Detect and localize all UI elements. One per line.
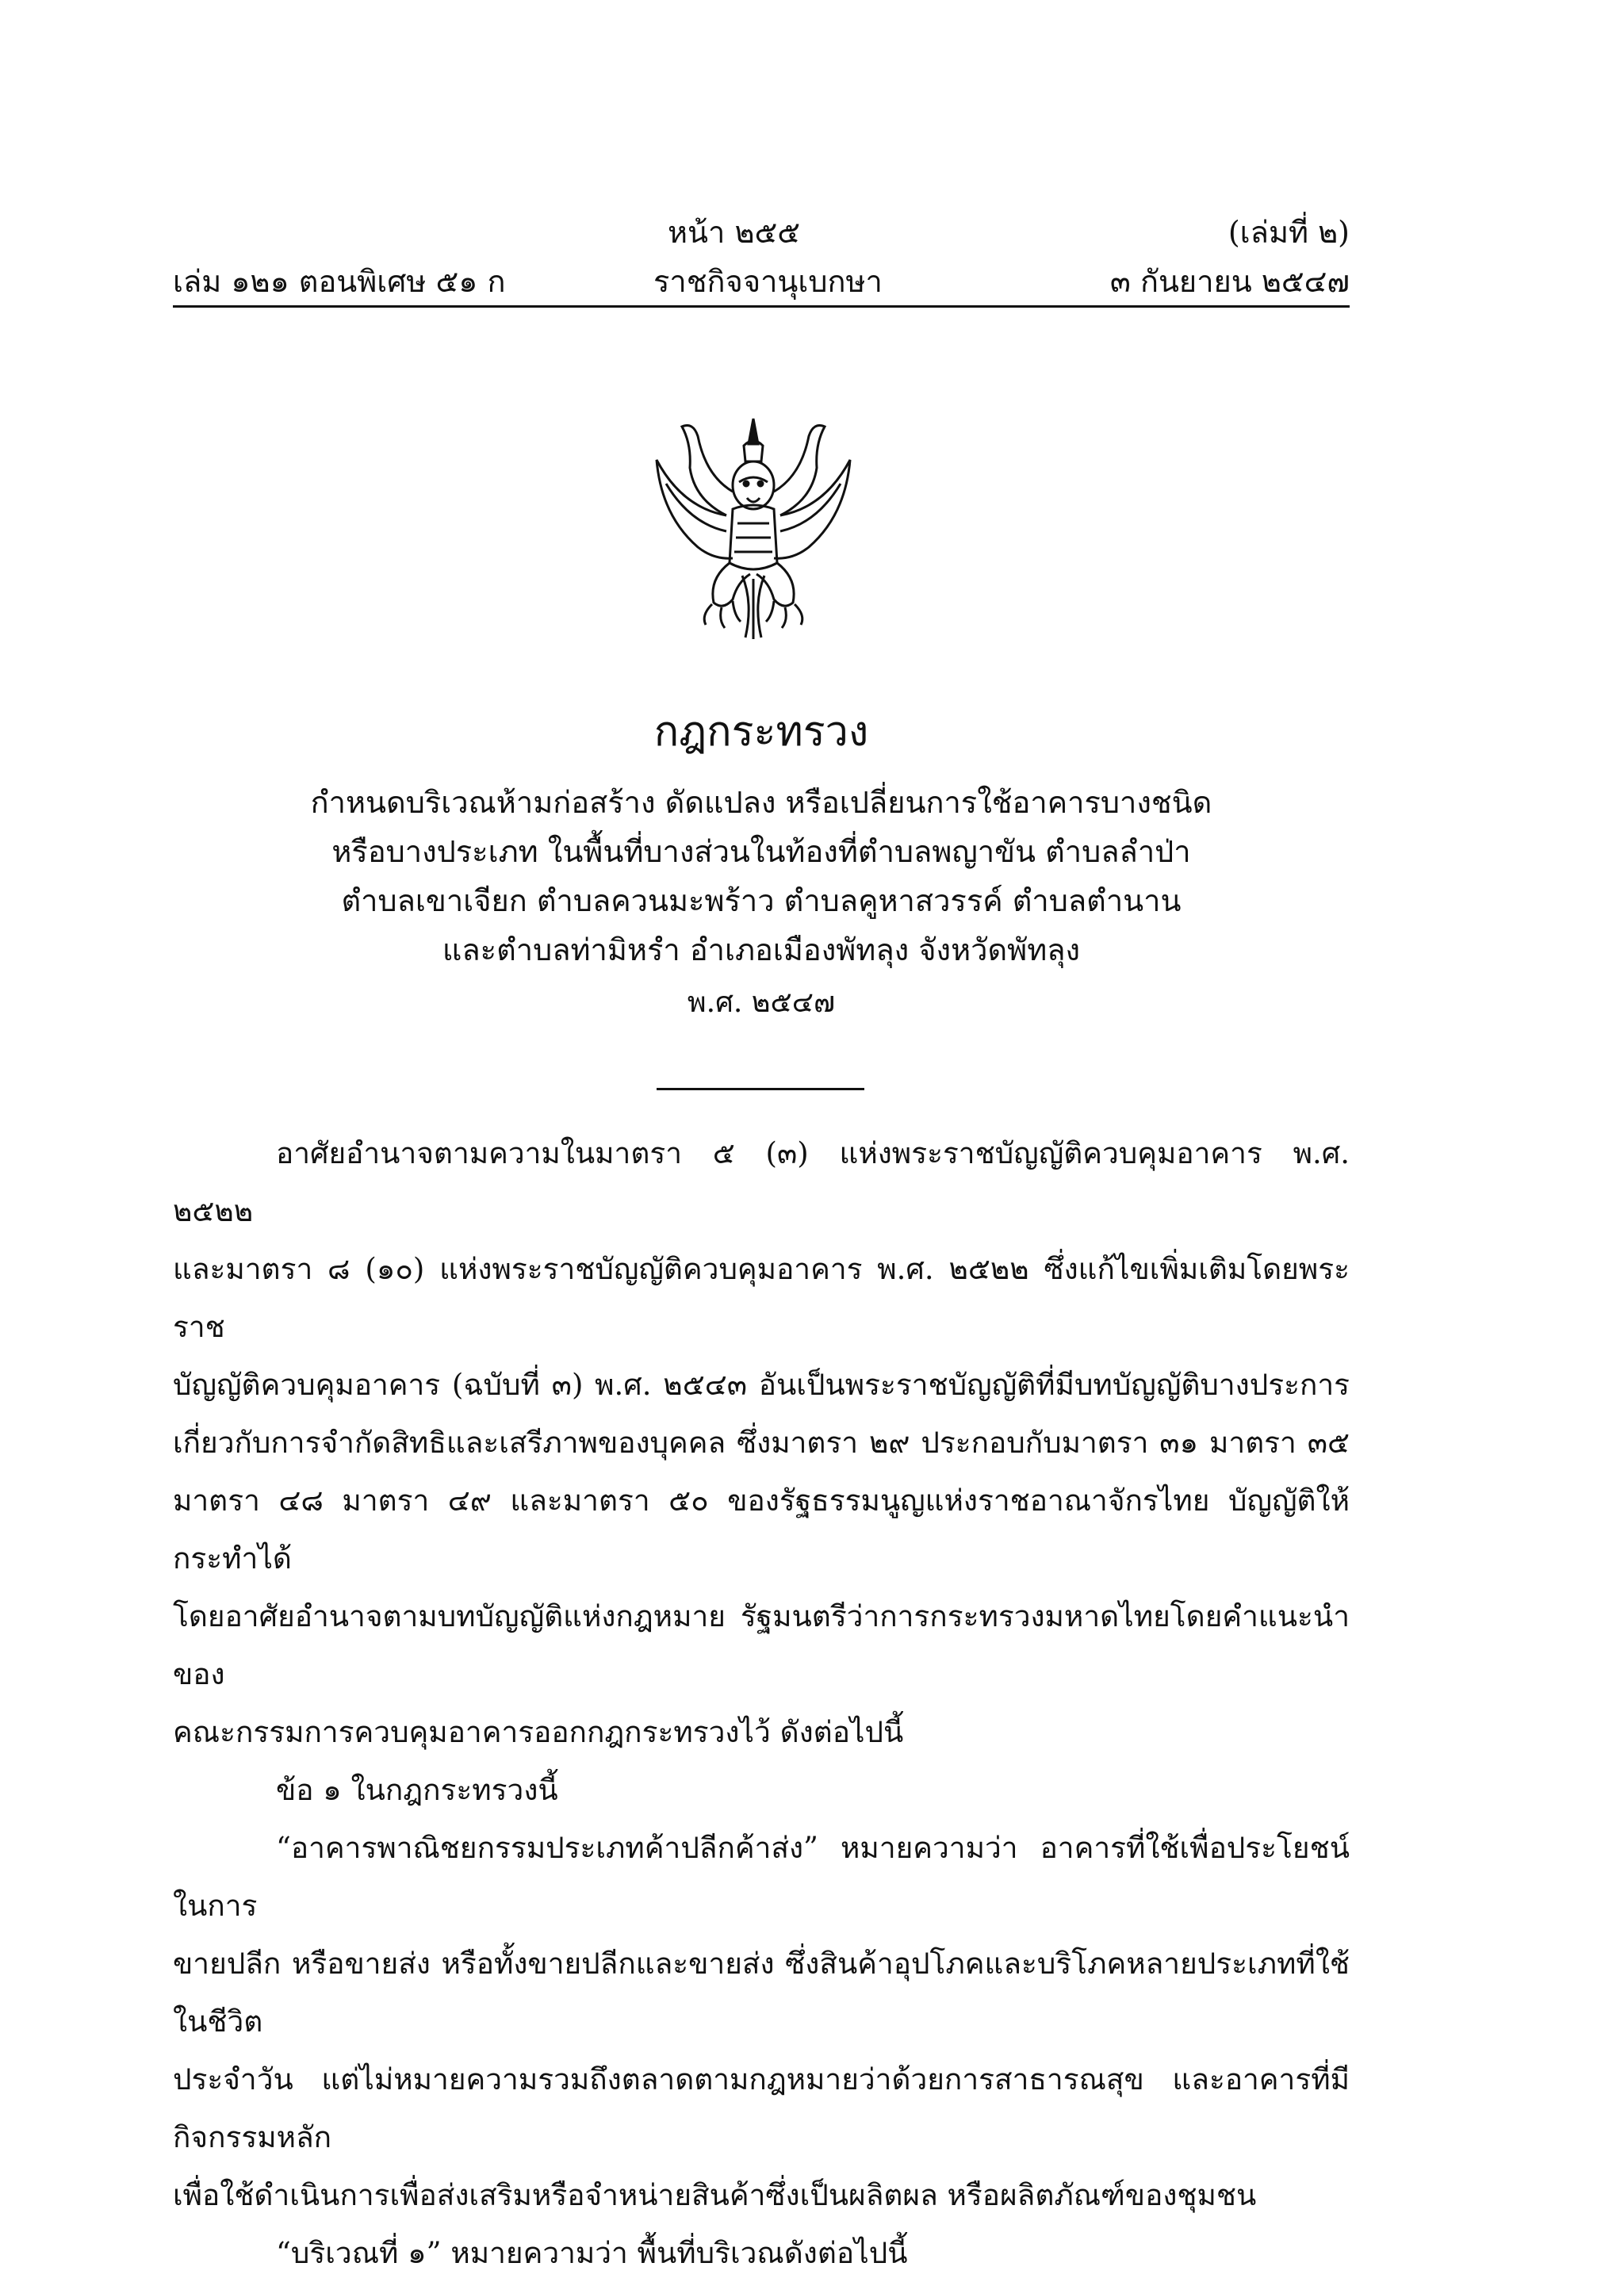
body-line: คณะกรรมการควบคุมอาคารออกกฎกระทรวงไว้ ดังต่อไปนี้ bbox=[173, 1715, 904, 1749]
body-line: มาตรา ๔๘ มาตรา ๔๙ และมาตรา ๕๐ ของรัฐธรรมนูญแห่งราชอาณาจักรไทย บัญญัติให้กระทำได้ bbox=[173, 1484, 1350, 1576]
gazette-header bbox=[173, 208, 1350, 304]
publication-date: ๓ กันยายน ๒๕๔๗ bbox=[1109, 264, 1350, 299]
definition-line: “บริเวณที่ ๑” หมายความว่า พื้นที่บริเวณดังต่อไปนี้ bbox=[276, 2236, 908, 2270]
gazette-name: ราชกิจจานุเบกษา bbox=[653, 264, 883, 299]
body-line: ประจำวัน แต่ไม่หมายความรวมถึงตลาดตามกฎหมายว่าด้วยการสาธารณสุข และอาคารที่มีกิจกรรมหลัก bbox=[173, 2062, 1350, 2154]
body-line: “อาคารพาณิชยกรรมประเภทค้าปลีกค้าส่ง” หมายความว่า อาคารที่ใช้เพื่อประโยชน์ในการ bbox=[173, 1831, 1350, 1923]
volume-part: (เล่มที่ ๒) bbox=[1228, 215, 1350, 250]
subtitle-line: กำหนดบริเวณห้ามก่อสร้าง ดัดแปลง หรือเปลี่ยนการใช้อาคารบางชนิด bbox=[310, 785, 1212, 820]
clause-heading: ข้อ ๑ ในกฎกระทรวงนี้ bbox=[276, 1773, 558, 1807]
volume-issue: เล่ม ๑๒๑ ตอนพิเศษ ๕๑ ก bbox=[173, 264, 506, 299]
garuda-emblem-icon bbox=[650, 412, 856, 642]
body-line: ขายปลีก หรือขายส่ง หรือทั้งขายปลีกและขายส่ง ซึ่งสินค้าอุปโภคและบริโภคหลายประเภทที่ใช้ในชีวิต bbox=[173, 1947, 1350, 2039]
body-line: อาศัยอำนาจตามความในมาตรา ๕ (๓) แห่งพระราชบัญญัติควบคุมอาคาร พ.ศ. ๒๕๒๒ bbox=[173, 1136, 1350, 1228]
body-line: เพื่อใช้ดำเนินการเพื่อส่งเสริมหรือจำหน่ายสินค้าซึ่งเป็นผลิตผล หรือผลิตภัณฑ์ของชุมชน bbox=[173, 2178, 1257, 2212]
page-number: หน้า ๒๕๕ bbox=[668, 215, 801, 250]
document-title: กฎกระทรวง bbox=[653, 708, 869, 756]
subtitle-line: หรือบางประเภท ในพื้นที่บางส่วนในท้องที่ตำบลพญาขัน ตำบลลำป่า bbox=[331, 834, 1191, 869]
subtitle-line: และตำบลท่ามิหรำ อำเภอเมืองพัทลุง จังหวัดพัทลุง bbox=[442, 932, 1081, 967]
subtitle-line: ตำบลเขาเจียก ตำบลควนมะพร้าว ตำบลคูหาสวรรค์ ตำบลตำนาน bbox=[341, 883, 1182, 918]
document-year: พ.ศ. ๒๕๔๗ bbox=[687, 986, 836, 1019]
body-line: โดยอาศัยอำนาจตามบทบัญญัติแห่งกฎหมาย รัฐมนตรีว่าการกระทรวงมหาดไทยโดยคำแนะนำของ bbox=[173, 1599, 1350, 1691]
document-body bbox=[173, 1124, 1350, 2282]
body-line: และมาตรา ๘ (๑๐) แห่งพระราชบัญญัติควบคุมอาคาร พ.ศ. ๒๕๒๒ ซึ่งแก้ไขเพิ่มเติมโดยพระราช bbox=[173, 1252, 1350, 1344]
body-line: เกี่ยวกับการจำกัดสิทธิและเสรีภาพของบุคคล ซึ่งมาตรา ๒๙ ประกอบกับมาตรา ๓๑ มาตรา ๓๕ bbox=[173, 1426, 1350, 1460]
title-block bbox=[173, 698, 1350, 1024]
header-rule bbox=[173, 305, 1350, 308]
title-rule bbox=[657, 1088, 864, 1090]
body-line: บัญญัติควบคุมอาคาร (ฉบับที่ ๓) พ.ศ. ๒๕๔๓ อันเป็นพระราชบัญญัติที่มีบทบัญญัติบางประการ bbox=[173, 1368, 1350, 1402]
